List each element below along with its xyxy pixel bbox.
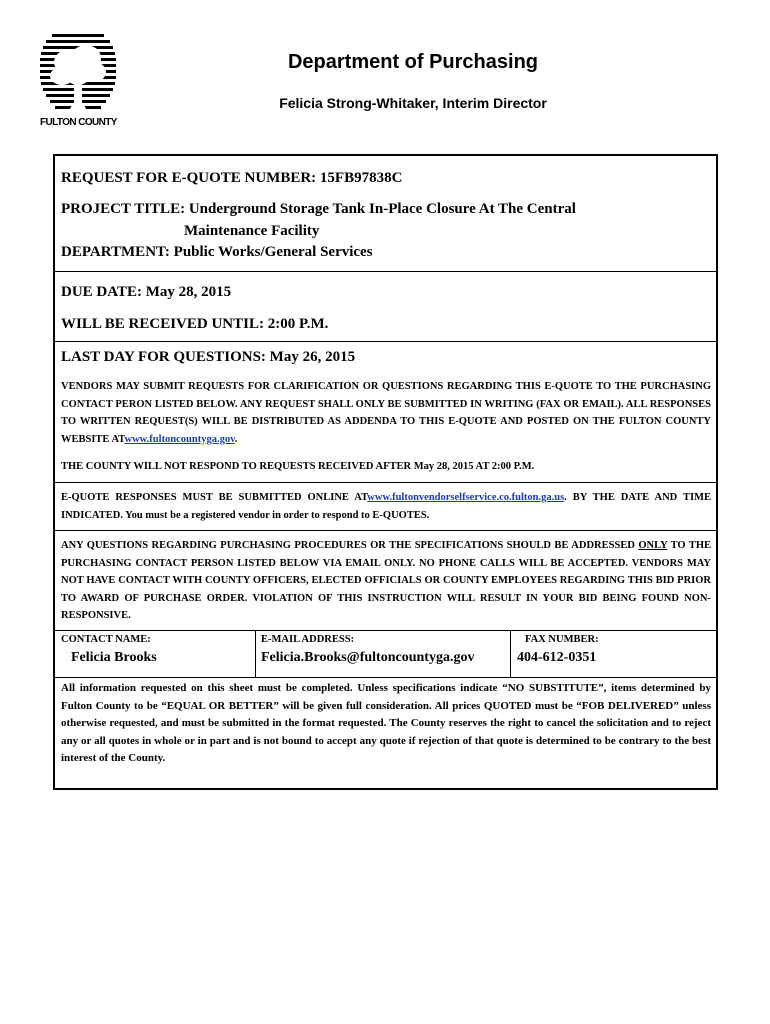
fax-value: 404-612-0351 xyxy=(517,650,597,665)
quote-number-value: 15FB97838C xyxy=(319,170,403,186)
divider xyxy=(55,271,716,272)
divider xyxy=(55,677,716,678)
vendor-self-service-link[interactable]: www.fultonvendorselfservice.co.fulton.ga.us xyxy=(367,492,565,503)
email-label: E-MAIL ADDRESS: xyxy=(261,634,355,645)
submission-paragraph: E-QUOTE RESPONSES MUST BE SUBMITTED ONLINE ATwww.fultonvendorselfservice.co.fulton.ga.us. BY THE DATE AND TIME INDICATED. You must be a registered vendor in order to respond to E-QUOTES. xyxy=(61,492,711,521)
contact-rules-paragraph: ANY QUESTIONS REGARDING PURCHASING PROCEDURES OR THE SPECIFICATIONS SHOULD BE ADDRESSED ONLY TO THE PURCHASING CONTACT PERSON LISTED BELOW VIA EMAIL ONLY. NO PHONE CALLS WILL BE ACCEPTED. VENDORS MAY NOT HAVE CONTACT WITH COUNTY OFFICERS, ELECTED OFFICIALS OR COUNTY EMPLOYEES REGARDING THIS BID PRIOR TO AWARD OF PURCHASE ORDER. VIOLATION OF THIS INSTRUCTION WILL RESULT IN YOUR BID BEING FOUND NON-RESPONSIVE. xyxy=(61,540,712,621)
clarification-paragraph: VENDORS MAY SUBMIT REQUESTS FOR CLARIFICATION OR QUESTIONS REGARDING THIS E-QUOTE TO THE PURCHASING CONTACT PERON LISTED BELOW. ANY REQUEST SHALL ONLY BE SUBMITTED IN WRITING (FAX OR EMAIL). ALL RESPONSES TO WRITTEN REQUEST(S) WILL BE DISTRIBUTED AS ADDENDA TO THIS E-QUOTE AND POSTED ON THE FULTON COUNTY WEBSITE ATwww.fultoncountyga.gov. xyxy=(61,381,711,445)
logo-caption: FULTON COUNTY xyxy=(40,117,117,128)
contact-name-label: CONTACT NAME: xyxy=(61,634,151,645)
last-day-label: LAST DAY FOR QUESTIONS: xyxy=(61,349,266,365)
department-row xyxy=(61,244,373,261)
project-title-value: Underground Storage Tank In-Place Closure At The Central xyxy=(188,201,576,217)
due-date-label: DUE DATE: xyxy=(61,284,142,300)
column-divider xyxy=(510,630,511,677)
project-title-row xyxy=(61,201,576,218)
divider xyxy=(55,530,716,531)
project-title-line2: Maintenance Facility xyxy=(184,223,320,239)
terms-paragraph: All information requested on this sheet must be completed. Unless specifications indicate “NO SUBSTITUTE”, items determined by Fulton County to be “EQUAL OR BETTER” will be given full consideration. All prices QUOTED must be “FOB DELIVERED” unless otherwise requested, and must be submitted in the format requested. The County reserves the right to cancel the solicitation and to reject any or all quotes in whole or in part and is not bound to accept any quote if rejection of that quote is determined to be contrary to the best interest of the County. xyxy=(61,682,711,764)
quote-number-row xyxy=(61,170,402,187)
divider xyxy=(55,630,716,631)
received-until-value: 2:00 P.M. xyxy=(267,316,329,332)
fax-label: FAX NUMBER: xyxy=(525,634,599,645)
project-title-label: PROJECT TITLE: xyxy=(61,201,186,217)
quote-form-box xyxy=(53,154,718,790)
received-until-row xyxy=(61,316,328,333)
quote-number-label: REQUEST FOR E-QUOTE NUMBER: xyxy=(61,170,317,186)
director-subtitle: Felicia Strong-Whitaker, Interim Director xyxy=(279,95,547,111)
contact-name-value: Felicia Brooks xyxy=(71,650,157,665)
page-title: Department of Purchasing xyxy=(287,51,539,73)
last-day-questions-row xyxy=(61,349,355,366)
due-date-row xyxy=(61,284,231,301)
fulton-county-website-link[interactable]: www.fultoncountyga.gov xyxy=(124,433,235,445)
received-until-label: WILL BE RECEIVED UNTIL: xyxy=(61,316,264,332)
due-date-value: May 28, 2015 xyxy=(145,284,232,300)
no-response-paragraph: THE COUNTY WILL NOT RESPOND TO REQUESTS RECEIVED AFTER May 28, 2015 AT 2:00 P.M. xyxy=(61,461,535,472)
department-value: Public Works/General Services xyxy=(173,244,373,260)
department-label: DEPARTMENT: xyxy=(61,244,170,260)
last-day-value: May 26, 2015 xyxy=(269,349,356,365)
email-value[interactable]: Felicia.Brooks@fultoncountyga.gov xyxy=(261,650,475,665)
column-divider xyxy=(255,630,256,677)
divider xyxy=(55,482,716,483)
divider xyxy=(55,341,716,342)
